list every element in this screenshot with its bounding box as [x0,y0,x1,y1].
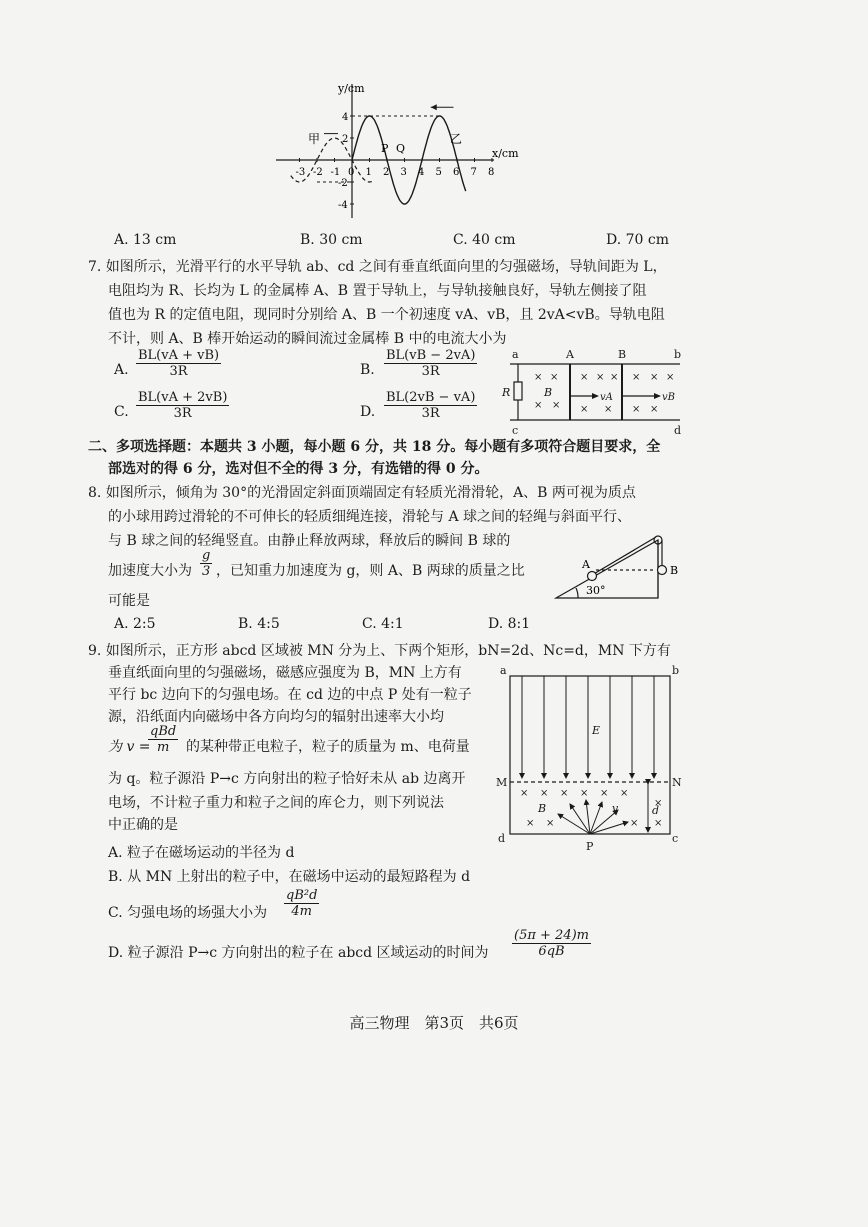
q9-fig-x-10: × [630,818,639,829]
wave-label-yi: 乙 [450,132,463,146]
wave-x-tick-label: 7 [470,167,477,178]
q9-fig-d: d [498,832,506,845]
q8-fig-A: A [582,558,590,571]
q9-fig-d-label: d [652,804,660,817]
q9-fig-a: a [500,664,507,677]
q7-option-a-letter[interactable]: A. [114,362,129,378]
wave-x-tick-label: 3 [400,167,407,178]
q9-line-6: 为 q。粒子源沿 P→c 方向射出的粒子恰好未从 ab 边离开 [108,771,466,787]
q9-option-c-text[interactable]: C. 匀强电场的场强大小为 [108,905,268,921]
q7-fig-x-9: × [604,404,613,415]
q9-line-1: 9. 如图所示，正方形 abcd 区域被 MN 分为上、下两个矩形，bN=2d、Nc=d，MN 下方有 [88,643,671,659]
q9-option-b[interactable]: B. 从 MN 上射出的粒子中，在磁场中运动的最短路程为 d [108,869,471,885]
q9-field-figure [494,664,690,856]
q8-line-2: 的小球用跨过滑轮的不可伸长的轻质细绳连接，滑轮与 A 球之间的轻绳与斜面平行、 [108,509,632,525]
q9-fig-x-7: × [654,798,663,809]
q7-rail-figure [500,346,690,438]
q8-accel-pre: 加速度大小为 [108,563,192,579]
q7-fig-a: a [512,348,519,361]
q7-fig-x-1: × [534,372,543,383]
wave-label-q: Q [396,142,406,155]
section2-line-2: 部选对的得 6 分，选对但不全的得 3 分，有选错的得 0 分。 [108,461,489,477]
q7-option-c-expr[interactable]: $\frac{BL(vA + 2vB)}{3R}$ [138,390,228,421]
q8-accel-post: ，已知重力加速度为 g，则 A、B 两球的质量之比 [216,563,525,579]
q7-line-4: 不计，则 A、B 棒开始运动的瞬间流过金属棒 B 中的电流大小为 [108,331,507,347]
q9-line-3: 平行 bc 边向下的匀强电场。在 cd 边的中点 P 处有一粒子 [108,687,472,703]
q7-fig-x-8: × [580,404,589,415]
q9-option-d-frac[interactable]: $\frac{(5\pi + 24)m}{6qB}$ [514,928,589,959]
q6-option-b[interactable]: B. 30 cm [300,232,363,248]
q7-fig-x-11: × [650,372,659,383]
q8-line-3: 与 B 球之间的轻绳竖直。由静止释放两球，释放后的瞬间 B 球的 [108,533,511,549]
q7-fig-B-rod: B [618,348,627,361]
q9-fig-x-5: × [600,788,609,799]
q8-accel-frac: $\frac{g}{3}$ [202,548,211,579]
q7-fig-x-6: × [596,372,605,383]
q9-fig-x-6: × [620,788,629,799]
q8-option-c[interactable]: C. 4:1 [362,616,404,632]
wave-x-tick-label: 4 [418,167,425,178]
wave-y-tick-label: 2 [342,134,349,145]
q9-fig-E: E [592,724,601,737]
q9-fig-c: c [672,832,679,845]
wave-y-tick-label: -4 [338,200,348,211]
q7-fig-x-2: × [550,372,559,383]
q9-fig-B: B [538,802,547,815]
q9-fig-x-3: × [560,788,569,799]
q9-fig-x-8: × [526,818,535,829]
q7-option-d-letter[interactable]: D. [360,404,376,420]
q9-option-d-text[interactable]: D. 粒子源沿 P→c 方向射出的粒子在 abcd 区域运动的时间为 [108,945,489,961]
wave-x-tick-label: 6 [453,167,460,178]
q9-fig-P: P [586,840,594,853]
q8-option-a[interactable]: A. 2:5 [114,616,156,632]
q9-v-frac: qBd m [150,724,177,755]
q6-option-a[interactable]: A. 13 cm [114,232,177,248]
q8-line-last: 可能是 [108,593,150,609]
q9-fig-x-11: × [654,818,663,829]
q7-fig-x-4: × [552,400,561,411]
q7-option-b-expr[interactable]: $\frac{BL(vB - 2vA)}{3R}$ [386,348,476,379]
q9-fig-v: v [612,802,619,815]
q7-option-c-letter[interactable]: C. [114,404,129,420]
q6-option-d[interactable]: D. 70 cm [606,232,670,248]
q7-fig-x-12: × [666,372,675,383]
q7-fig-x-3: × [534,400,543,411]
q7-line-1: 7. 如图所示，光滑平行的水平导轨 ab、cd 之间有垂直纸面向里的匀强磁场，导轨间距为 L， [88,259,667,275]
section2-line-1: 二、多项选择题：本题共 3 小题，每小题 6 分，共 18 分。每小题有多项符合题目要求，全 [88,439,661,455]
wave-x-axis-label: x/cm [492,147,519,160]
wave-x-tick-label: -1 [330,167,341,178]
q7-fig-A: A [566,348,574,361]
q9-line-7: 电场，不计粒子重力和粒子之间的库仑力，则下列说法 [108,795,444,811]
q7-fig-vA: vA [600,392,613,403]
wave-x-tick-label: -3 [295,167,306,178]
q7-fig-c: c [512,424,519,437]
q8-incline-figure [552,530,692,606]
q9-fig-x-2: × [540,788,549,799]
q9-line-2: 垂直纸面向里的匀强磁场，磁感应强度为 B，MN 上方有 [108,665,462,681]
q7-option-a-expr[interactable]: $\frac{BL(vA + vB)}{3R}$ [138,348,220,379]
wave-yi-arrow-head [431,104,437,110]
q7-fig-b: b [674,348,682,361]
q7-fig-x-10: × [632,372,641,383]
wave-x-tick-label: 0 [348,167,355,178]
q9-fig-N: N [672,776,682,789]
wave-x-tick-label: -2 [313,167,323,178]
q8-option-d[interactable]: D. 8:1 [488,616,531,632]
q9-fig-x-9: × [546,818,555,829]
q9-line-8: 中正确的是 [108,817,178,833]
wave-figure [270,80,519,220]
q9-v-pre: 为 v = [108,739,151,755]
q9-line-4: 源，沿纸面内向磁场中各方向均匀的辐射出速率大小均 [108,709,444,725]
q7-line-2: 电阻均为 R、长均为 L 的金属棒 A、B 置于导轨上，与导轨接触良好，导轨左侧接了阻 [108,283,647,299]
q7-fig-d: d [674,424,682,437]
q7-fig-x-7: × [610,372,619,383]
q7-fig-vB: vB [662,392,675,403]
q8-line-1: 8. 如图所示，倾角为 30°的光滑固定斜面顶端固定有轻质光滑滑轮，A、B 两可视为质点 [88,485,636,501]
q8-option-b[interactable]: B. 4:5 [238,616,280,632]
q7-fig-field: B [544,386,553,399]
q9-fig-M: M [496,776,508,789]
q9-option-a[interactable]: A. 粒子在磁场运动的半径为 d [108,845,295,861]
q9-fig-x-4: × [580,788,589,799]
wave-x-tick-label: 5 [435,167,442,178]
wave-x-tick-label: 8 [488,167,495,178]
q7-fig-x-14: × [650,404,659,415]
wave-x-tick-label: 2 [383,167,390,178]
q7-option-b-letter[interactable]: B. [360,362,375,378]
wave-y-tick-label: -2 [338,178,348,189]
q8-fig-angle: 30° [586,584,606,597]
wave-y-axis-label: y/cm [338,82,365,95]
q9-fig-b: b [672,664,680,677]
q7-fig-x-5: × [580,372,589,383]
q6-option-c[interactable]: C. 40 cm [453,232,516,248]
q7-line-3: 值也为 R 的定值电阻，现同时分别给 A、B 一个初速度 vA、vB，且 2vA<vB。导轨电阻 [108,307,665,323]
wave-label-jia: 甲 [308,132,321,146]
q9-fig-x-1: × [520,788,529,799]
wave-x-tick-label: 1 [365,167,372,178]
wave-y-tick-label: 4 [342,112,349,123]
q9-v-post: 的某种带正电粒子，粒子的质量为 m、电荷量 [186,739,470,755]
q8-fig-B: B [670,564,679,577]
q7-fig-x-13: × [632,404,641,415]
page-footer: 高三物理 第3页 共6页 [349,1014,519,1032]
q9-option-c-frac[interactable]: $\frac{\text{qB²d}}{4m}$ [286,888,318,919]
q7-option-d-expr[interactable]: $\frac{BL(2vB - vA)}{3R}$ [386,390,476,421]
q7-fig-R: R [502,386,511,399]
wave-label-p: P [381,142,389,155]
